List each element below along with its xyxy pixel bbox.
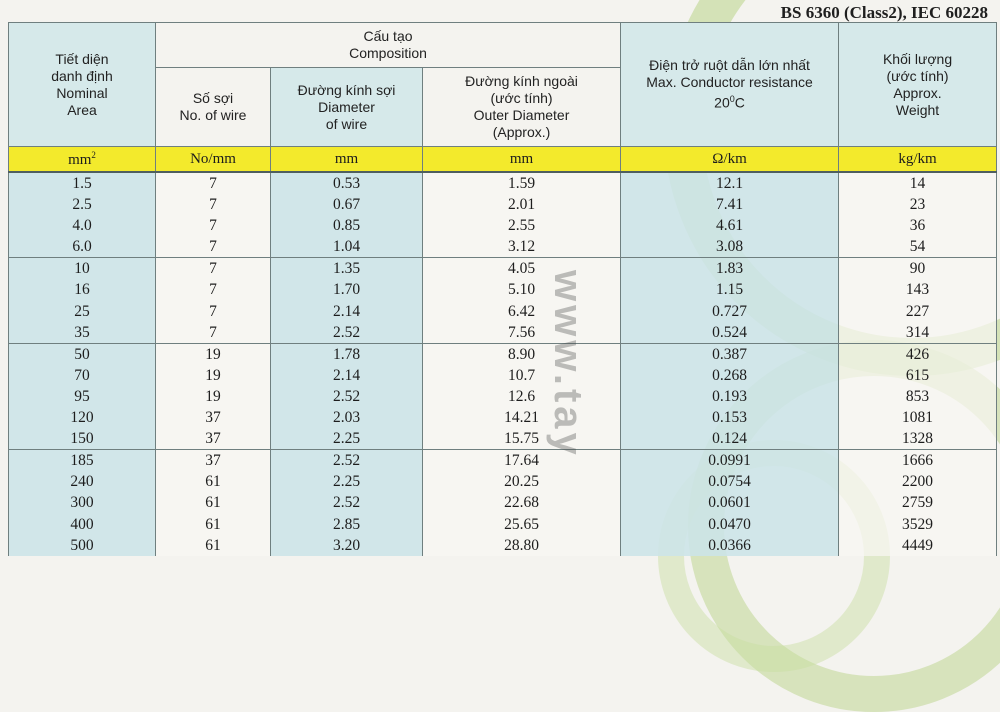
cell-resistance: 0.387: [621, 343, 839, 365]
cell-wires: 37: [156, 450, 271, 472]
table-row: [9, 471, 997, 492]
cell-outer-diameter: 10.7: [423, 365, 621, 386]
header-conductor-resistance: Điện trở ruột dẫn lớn nhất Max. Conductor resistance $20^0C$: [621, 23, 839, 147]
cell-outer-diameter: 5.10: [423, 279, 621, 300]
table-row: [9, 365, 997, 386]
cell-area: 70: [9, 365, 156, 386]
cell-outer-diameter: 12.6: [423, 386, 621, 407]
cell-wires: 7: [156, 279, 271, 300]
cell-outer-diameter: 8.90: [423, 343, 621, 365]
cell-wires: 61: [156, 514, 271, 535]
cell-weight: 90: [839, 258, 997, 280]
table-row: [9, 514, 997, 535]
cell-wires: 61: [156, 492, 271, 513]
cell-wires: 19: [156, 386, 271, 407]
table-row: [9, 236, 997, 258]
unit-wire-diameter: mm: [271, 147, 423, 173]
cell-weight: 14: [839, 172, 997, 194]
cell-resistance: 0.0470: [621, 514, 839, 535]
cell-area: 4.0: [9, 215, 156, 236]
cell-wire-diameter: 2.52: [271, 322, 423, 344]
cell-weight: 143: [839, 279, 997, 300]
cell-outer-diameter: 4.05: [423, 258, 621, 280]
cell-outer-diameter: 3.12: [423, 236, 621, 258]
cell-outer-diameter: 6.42: [423, 301, 621, 322]
cell-resistance: 0.268: [621, 365, 839, 386]
website-watermark: www.tay: [546, 270, 590, 459]
cell-wire-diameter: 1.78: [271, 343, 423, 365]
cell-outer-diameter: 28.80: [423, 535, 621, 556]
cell-resistance: 12.1: [621, 172, 839, 194]
table-row: [9, 301, 997, 322]
cell-resistance: 1.15: [621, 279, 839, 300]
cell-wire-diameter: 1.70: [271, 279, 423, 300]
table-row: [9, 194, 997, 215]
cell-outer-diameter: 2.55: [423, 215, 621, 236]
table-row: [9, 407, 997, 428]
table-row: [9, 279, 997, 300]
cell-area: 10: [9, 258, 156, 280]
cell-weight: 227: [839, 301, 997, 322]
table-row: [9, 172, 997, 194]
header-approx-weight: Khối lượng (ước tính) Approx. Weight: [839, 23, 997, 147]
cell-resistance: 1.83: [621, 258, 839, 280]
cell-wire-diameter: 2.85: [271, 514, 423, 535]
cell-resistance: 3.08: [621, 236, 839, 258]
cell-wire-diameter: 2.14: [271, 301, 423, 322]
table-row: [9, 258, 997, 280]
cell-weight: 54: [839, 236, 997, 258]
cell-outer-diameter: 7.56: [423, 322, 621, 344]
cell-wire-diameter: 2.52: [271, 386, 423, 407]
cell-resistance: 0.153: [621, 407, 839, 428]
cell-wires: 7: [156, 194, 271, 215]
cell-outer-diameter: 15.75: [423, 428, 621, 450]
cell-wires: 7: [156, 301, 271, 322]
cell-resistance: 7.41: [621, 194, 839, 215]
cable-spec-table: [8, 22, 997, 556]
table-row: [9, 535, 997, 556]
cell-weight: 36: [839, 215, 997, 236]
cell-resistance: 0.193: [621, 386, 839, 407]
unit-weight: kg/km: [839, 147, 997, 173]
cell-resistance: 0.0754: [621, 471, 839, 492]
cell-outer-diameter: 22.68: [423, 492, 621, 513]
cell-area: 185: [9, 450, 156, 472]
cell-area: 95: [9, 386, 156, 407]
cell-weight: 2200: [839, 471, 997, 492]
cell-area: 2.5: [9, 194, 156, 215]
cell-outer-diameter: 20.25: [423, 471, 621, 492]
cell-resistance: 0.0991: [621, 450, 839, 472]
cell-wires: 37: [156, 407, 271, 428]
cell-weight: 426: [839, 343, 997, 365]
cell-area: 240: [9, 471, 156, 492]
cell-wires: 37: [156, 428, 271, 450]
cell-weight: 1328: [839, 428, 997, 450]
cell-wire-diameter: 2.25: [271, 471, 423, 492]
standard-label: BS 6360 (Class2), IEC 60228: [780, 3, 988, 22]
table-row: [9, 450, 997, 472]
cell-area: 150: [9, 428, 156, 450]
cell-weight: 615: [839, 365, 997, 386]
cell-resistance: 0.727: [621, 301, 839, 322]
cell-weight: 853: [839, 386, 997, 407]
cell-outer-diameter: 14.21: [423, 407, 621, 428]
cell-wires: 7: [156, 172, 271, 194]
cell-area: 300: [9, 492, 156, 513]
cell-area: 50: [9, 343, 156, 365]
cell-wire-diameter: 0.85: [271, 215, 423, 236]
header-composition: Cấu tạo Composition: [156, 23, 621, 68]
cell-wires: 19: [156, 365, 271, 386]
cell-weight: 314: [839, 322, 997, 344]
cell-wire-diameter: 1.04: [271, 236, 423, 258]
header-outer-diameter: Đường kính ngoài (ước tính) Outer Diameter (Approx.): [423, 68, 621, 147]
cell-weight: 2759: [839, 492, 997, 513]
cell-wires: 7: [156, 236, 271, 258]
unit-outer-diameter: mm: [423, 147, 621, 173]
cell-weight: 1081: [839, 407, 997, 428]
cell-area: 25: [9, 301, 156, 322]
cell-wire-diameter: 3.20: [271, 535, 423, 556]
table-row: [9, 343, 997, 365]
cell-wire-diameter: 0.67: [271, 194, 423, 215]
cell-wires: 61: [156, 535, 271, 556]
cell-area: 6.0: [9, 236, 156, 258]
unit-area: $mm^2$: [9, 147, 156, 173]
cell-outer-diameter: 25.65: [423, 514, 621, 535]
cell-wire-diameter: 2.03: [271, 407, 423, 428]
cell-wires: 61: [156, 471, 271, 492]
cell-outer-diameter: 2.01: [423, 194, 621, 215]
cell-wire-diameter: 0.53: [271, 172, 423, 194]
unit-resistance: Ω/km: [621, 147, 839, 173]
units-row: [9, 147, 997, 173]
cell-resistance: 0.0366: [621, 535, 839, 556]
unit-wires: No/mm: [156, 147, 271, 173]
table-row: [9, 386, 997, 407]
cell-area: 500: [9, 535, 156, 556]
cell-wire-diameter: 2.52: [271, 492, 423, 513]
table-row: [9, 492, 997, 513]
cell-wires: 7: [156, 322, 271, 344]
cell-wires: 7: [156, 258, 271, 280]
cell-weight: 4449: [839, 535, 997, 556]
table-row: [9, 215, 997, 236]
cell-area: 120: [9, 407, 156, 428]
cell-area: 1.5: [9, 172, 156, 194]
cell-resistance: 0.524: [621, 322, 839, 344]
cell-wires: 19: [156, 343, 271, 365]
cell-resistance: 0.124: [621, 428, 839, 450]
cell-wire-diameter: 2.52: [271, 450, 423, 472]
cell-weight: 23: [839, 194, 997, 215]
header-wire-diameter: Đường kính sợi Diameter of wire: [271, 68, 423, 147]
cell-outer-diameter: 1.59: [423, 172, 621, 194]
cell-weight: 3529: [839, 514, 997, 535]
cell-wire-diameter: 1.35: [271, 258, 423, 280]
header-nominal-area: Tiết diện danh định Nominal Area: [9, 23, 156, 147]
cell-outer-diameter: 17.64: [423, 450, 621, 472]
header-number-of-wires: Số sợi No. of wire: [156, 68, 271, 147]
cell-area: 35: [9, 322, 156, 344]
cell-wire-diameter: 2.14: [271, 365, 423, 386]
table-row: [9, 322, 997, 344]
cell-area: 16: [9, 279, 156, 300]
cell-resistance: 4.61: [621, 215, 839, 236]
cell-wire-diameter: 2.25: [271, 428, 423, 450]
cell-wires: 7: [156, 215, 271, 236]
cell-weight: 1666: [839, 450, 997, 472]
table-row: [9, 428, 997, 450]
cell-area: 400: [9, 514, 156, 535]
cell-resistance: 0.0601: [621, 492, 839, 513]
